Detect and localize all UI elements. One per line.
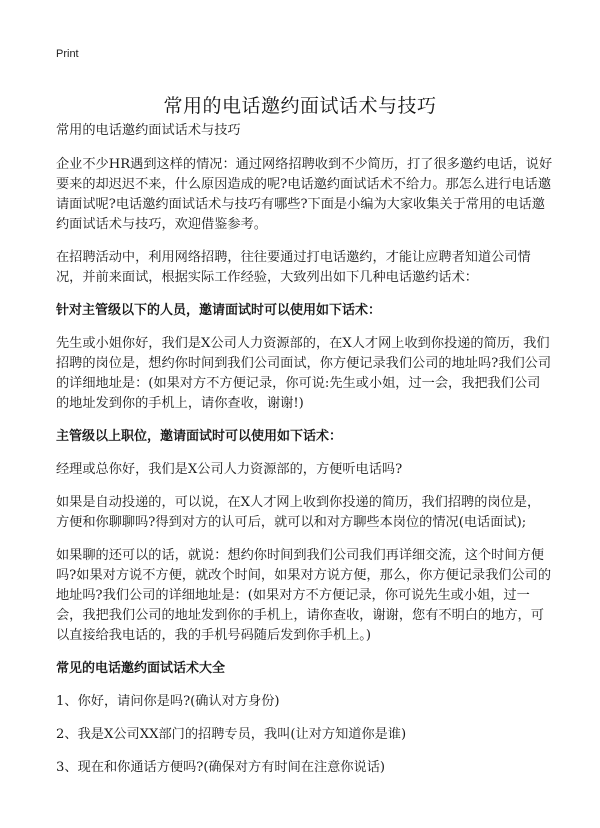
section-heading-junior: 针对主管级以下的人员，邀请面试时可以使用如下话术： — [56, 303, 382, 318]
intro-paragraph: 企业不少HR遇到这样的情况：通过网络招聘收到不少简历，打了很多邀约电话，说好要来的却迟迟不来，什么原因造成的呢?电话邀约面试话术不给力。那怎么进行电话邀请面试呢?电话邀约面试话术与技巧有哪些?下面是小编为大家收集关于常用的电话邀约面试话术与技巧，欢迎借鉴参考。 — [56, 157, 553, 232]
script-senior-greeting: 经理或总你好，我们是X公司人力资源部的，方便听电话吗? — [56, 462, 403, 477]
document-body — [56, 121, 553, 791]
list-item-1: 1、你好，请问你是吗?(确认对方身份) — [56, 694, 280, 709]
section-heading-senior: 主管级以上职位，邀请面试时可以使用如下话术： — [56, 429, 343, 444]
section-heading-common: 常见的电话邀约面试话术大全 — [56, 661, 226, 676]
document-title: 常用的电话邀约面试话术与技巧 — [163, 94, 437, 117]
list-item-2: 2、我是X公司XX部门的招聘专员，我叫(让对方知道你是谁) — [56, 727, 407, 742]
script-senior-followup: 如果聊的还可以的话，就说：想约你时间到我们公司我们再详细交流，这个时间方便吗?如果对方说不方便，就改个时间，如果对方说方便，那么，你方便记录我们公司的地址吗?我们公司的详细地址是：(如果对方不方便记录，你可说先生或小姐，过一会，我把我们公司的地址发到你的手机上，请你查收，谢谢，您有不明白的地方，可以直接给我电话的，我的手机号码随后发到你手机上。) — [56, 548, 552, 643]
script-senior-auto-apply: 如果是自动投递的，可以说，在X人才网上收到你投递的简历，我们招聘的岗位是，方便和你聊聊吗?得到对方的认可后，就可以和对方聊些本岗位的情况(电话面试); — [56, 495, 541, 530]
script-junior: 先生或小姐你好，我们是X公司人力资源部的，在X人才网上收到你投递的简历，我们招聘的岗位是，想约你时间到我们公司面试，你方便记录我们公司的地址吗?我们公司的详细地址是：(如果对方不方便记录，你可说:先生或小姐，过一会，我把我们公司的地址发到你的手机上，请你查收，谢谢!) — [56, 336, 552, 411]
context-paragraph: 在招聘活动中，利用网络招聘，往往要通过打电话邀约，才能让应聘者知道公司情况，并前来面试，根据实际工作经验，大致列出如下几种电话邀约话术： — [56, 250, 531, 285]
list-item-3: 3、现在和你通话方便吗?(确保对方有时间在注意你说话) — [56, 760, 386, 775]
document-subtitle: 常用的电话邀约面试话术与技巧 — [56, 123, 241, 138]
print-label: Print — [56, 48, 79, 60]
